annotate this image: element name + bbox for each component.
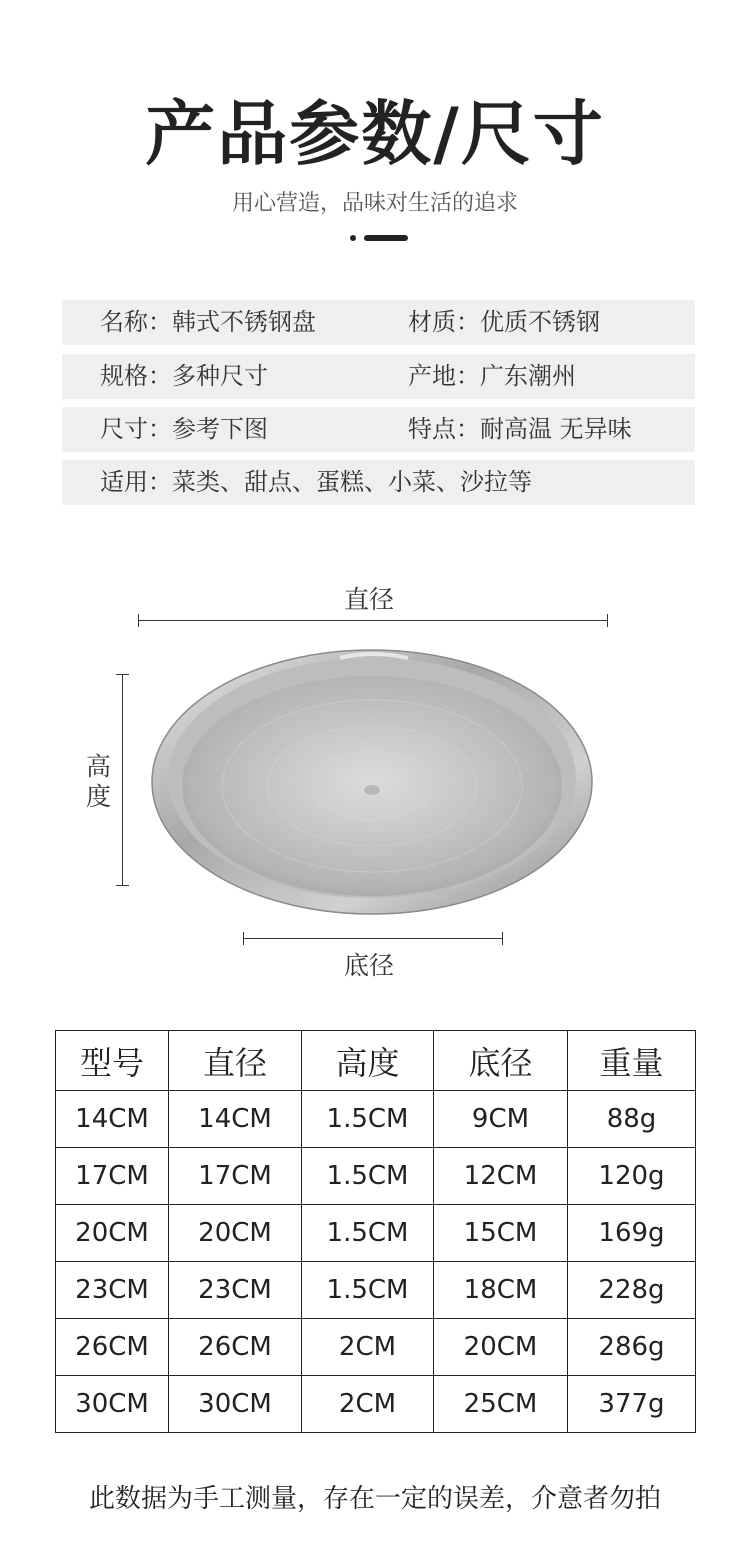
header-weight: 重量 xyxy=(568,1031,696,1091)
cell-diameter: 20CM xyxy=(169,1205,302,1262)
cell-model: 26CM xyxy=(56,1319,169,1376)
cell-diameter: 30CM xyxy=(169,1376,302,1433)
spec-name: 名称：韩式不锈钢盘 xyxy=(100,308,316,336)
cell-weight: 377g xyxy=(568,1376,696,1433)
cell-model: 20CM xyxy=(56,1205,169,1262)
base-tick-right xyxy=(502,932,503,945)
divider-bar xyxy=(364,235,408,241)
cell-weight: 120g xyxy=(568,1148,696,1205)
cell-model: 30CM xyxy=(56,1376,169,1433)
base-tick-left xyxy=(243,932,244,945)
table-row xyxy=(56,1148,696,1205)
cell-height: 1.5CM xyxy=(302,1148,434,1205)
cell-height: 1.5CM xyxy=(302,1262,434,1319)
height-label: 高度 xyxy=(86,752,112,811)
cell-base: 20CM xyxy=(434,1319,568,1376)
divider-dot xyxy=(350,235,356,241)
height-line xyxy=(122,674,123,886)
header-base: 底径 xyxy=(434,1031,568,1091)
cell-base: 18CM xyxy=(434,1262,568,1319)
spec-spec: 规格：多种尺寸 xyxy=(100,362,268,390)
spec-feature: 特点：耐高温 无异味 xyxy=(408,415,632,443)
cell-base: 12CM xyxy=(434,1148,568,1205)
diameter-line xyxy=(138,620,608,621)
cell-base: 15CM xyxy=(434,1205,568,1262)
cell-height: 2CM xyxy=(302,1376,434,1433)
spec-dimension: 尺寸：参考下图 xyxy=(100,415,268,443)
table-row xyxy=(56,1091,696,1148)
base-line xyxy=(243,938,503,939)
cell-weight: 169g xyxy=(568,1205,696,1262)
size-table xyxy=(55,1030,696,1433)
spec-material: 材质：优质不锈钢 xyxy=(408,308,600,336)
cell-base: 9CM xyxy=(434,1091,568,1148)
diameter-tick-right xyxy=(607,614,608,627)
cell-weight: 286g xyxy=(568,1319,696,1376)
cell-weight: 88g xyxy=(568,1091,696,1148)
height-tick-bottom xyxy=(116,885,129,886)
table-row xyxy=(56,1205,696,1262)
spec-row-dimension xyxy=(62,407,695,452)
plate-image xyxy=(150,646,596,918)
header-height: 高度 xyxy=(302,1031,434,1091)
diameter-tick-left xyxy=(138,614,139,627)
spec-usage: 适用：菜类、甜点、蛋糕、小菜、沙拉等 xyxy=(100,468,532,496)
header-diameter: 直径 xyxy=(169,1031,302,1091)
page-subtitle: 用心营造，品味对生活的追求 xyxy=(231,191,518,216)
cell-weight: 228g xyxy=(568,1262,696,1319)
cell-base: 25CM xyxy=(434,1376,568,1433)
height-tick-top xyxy=(116,674,129,675)
table-row xyxy=(56,1262,696,1319)
cell-diameter: 23CM xyxy=(169,1262,302,1319)
table-row xyxy=(56,1319,696,1376)
spec-row-name xyxy=(62,300,695,345)
spec-row-size xyxy=(62,354,695,399)
diameter-label: 直径 xyxy=(344,585,395,614)
base-label: 底径 xyxy=(344,951,395,980)
table-header-row xyxy=(56,1031,696,1091)
cell-model: 17CM xyxy=(56,1148,169,1205)
cell-model: 23CM xyxy=(56,1262,169,1319)
cell-height: 2CM xyxy=(302,1319,434,1376)
header-model: 型号 xyxy=(56,1031,169,1091)
cell-diameter: 14CM xyxy=(169,1091,302,1148)
cell-height: 1.5CM xyxy=(302,1205,434,1262)
measurement-disclaimer: 此数据为手工测量，存在一定的误差，介意者勿拍 xyxy=(88,1484,661,1514)
cell-diameter: 26CM xyxy=(169,1319,302,1376)
cell-height: 1.5CM xyxy=(302,1091,434,1148)
cell-diameter: 17CM xyxy=(169,1148,302,1205)
cell-model: 14CM xyxy=(56,1091,169,1148)
spec-row-usage xyxy=(62,460,695,505)
spec-origin: 产地：广东潮州 xyxy=(408,362,576,390)
table-row xyxy=(56,1376,696,1433)
page-title: 产品参数/尺寸 xyxy=(145,93,605,175)
